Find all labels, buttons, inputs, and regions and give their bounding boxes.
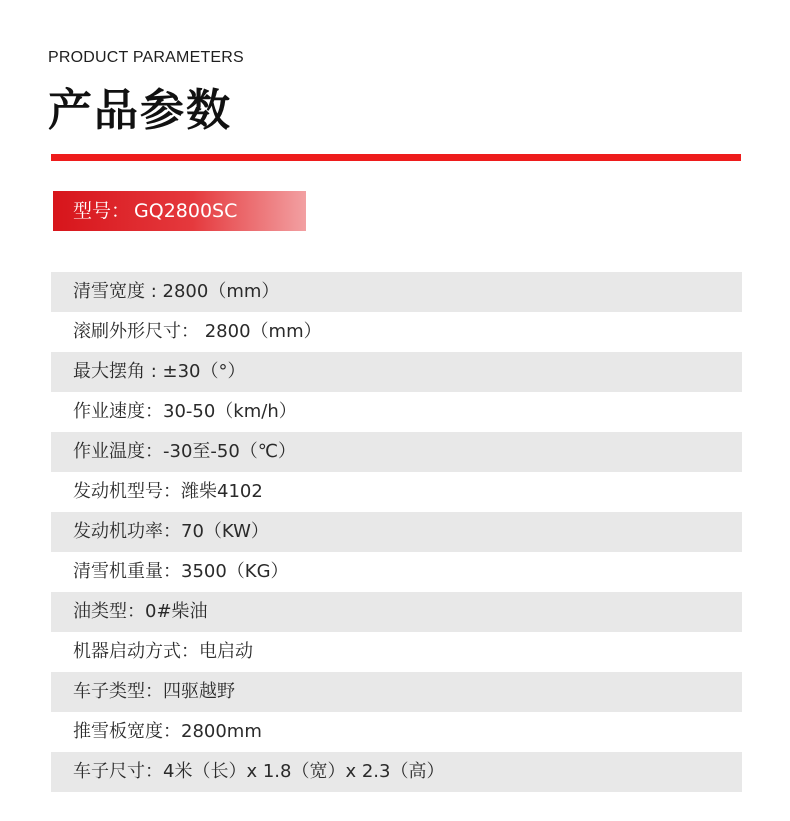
param-row-weight: 清雪机重量：3500（KG） [51,552,742,592]
param-row-fuel-type: 油类型：0#柴油 [51,592,742,632]
param-row-work-temperature: 作业温度：-30至-50（℃） [51,432,742,472]
model-label: 型号： [73,200,131,222]
param-row-snow-width: 清雪宽度 : 2800（mm） [51,272,742,312]
param-row-engine-power: 发动机功率：70（KW） [51,512,742,552]
param-row-brush-size: 滚刷外形尺寸： 2800（mm） [51,312,742,352]
parameter-table [51,272,742,792]
model-value: GQ2800SC [134,200,238,222]
param-row-start-method: 机器启动方式：电启动 [51,632,742,672]
param-row-engine-model: 发动机型号：潍柴4102 [51,472,742,512]
param-row-blade-width: 推雪板宽度：2800mm [51,712,742,752]
param-row-vehicle-size: 车子尺寸：4米（长）x 1.8（宽）x 2.3（高） [51,752,742,792]
param-row-work-speed: 作业速度：30-50（km/h） [51,392,742,432]
param-row-max-swing-angle: 最大摆角 : ±30（°） [51,352,742,392]
model-badge [53,191,306,231]
param-row-vehicle-type: 车子类型：四驱越野 [51,672,742,712]
page-title: 产品参数 [48,85,232,136]
section-subtitle: PRODUCT PARAMETERS [48,49,244,66]
title-divider [51,154,741,161]
